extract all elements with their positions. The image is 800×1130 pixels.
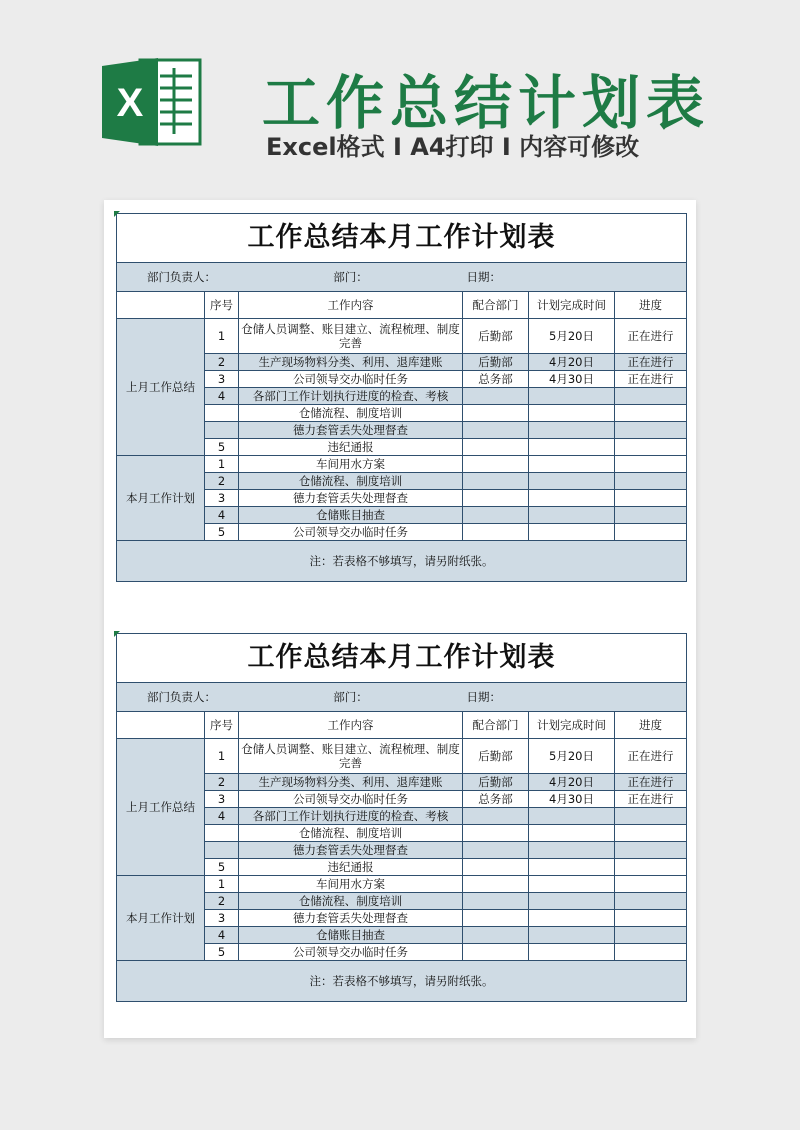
progress-status[interactable]: 正在进行 [615,354,687,371]
row-number[interactable]: 1 [205,319,239,354]
progress-status[interactable] [615,388,687,405]
due-date[interactable] [529,944,615,961]
work-content[interactable]: 仓储流程、制度培训 [239,893,463,910]
progress-status[interactable] [615,859,687,876]
partner-dept[interactable]: 后勤部 [463,319,529,354]
due-date[interactable] [529,439,615,456]
plan-sheet [116,633,686,1002]
date-label[interactable]: 日期： [463,263,687,292]
partner-dept[interactable] [463,825,529,842]
progress-status[interactable] [615,422,687,439]
row-number[interactable]: 5 [205,524,239,541]
partner-dept[interactable] [463,388,529,405]
due-date[interactable]: 4月20日 [529,354,615,371]
row-number[interactable]: 2 [205,354,239,371]
row-number[interactable]: 4 [205,388,239,405]
due-date[interactable] [529,507,615,524]
partner-dept[interactable] [463,490,529,507]
due-date[interactable]: 5月20日 [529,319,615,354]
row-number[interactable]: 3 [205,371,239,388]
header-blank-cell[interactable] [117,712,205,739]
column-header[interactable]: 工作内容 [239,712,463,739]
work-content[interactable]: 仓储流程、制度培训 [239,405,463,422]
excel-logo-icon [102,58,202,146]
progress-status[interactable] [615,910,687,927]
due-date[interactable]: 4月30日 [529,791,615,808]
column-header[interactable]: 配合部门 [463,292,529,319]
progress-status[interactable] [615,927,687,944]
due-date[interactable]: 5月20日 [529,739,615,774]
date-label[interactable]: 日期： [463,683,687,712]
partner-dept[interactable] [463,524,529,541]
column-header[interactable]: 序号 [205,712,239,739]
row-number[interactable]: 4 [205,927,239,944]
due-date[interactable]: 4月20日 [529,774,615,791]
column-header[interactable]: 配合部门 [463,712,529,739]
partner-dept[interactable] [463,910,529,927]
partner-dept[interactable] [463,876,529,893]
row-number[interactable]: 5 [205,439,239,456]
due-date[interactable] [529,808,615,825]
progress-status[interactable] [615,490,687,507]
table-note[interactable]: 注：若表格不够填写，请另附纸张。 [117,541,687,582]
row-number[interactable]: 5 [205,859,239,876]
header-blank-cell[interactable] [117,292,205,319]
progress-status[interactable] [615,405,687,422]
partner-dept[interactable] [463,944,529,961]
column-header[interactable]: 序号 [205,292,239,319]
work-content[interactable]: 违纪通报 [239,439,463,456]
work-content[interactable]: 公司领导交办临时任务 [239,524,463,541]
progress-status[interactable]: 正在进行 [615,319,687,354]
row-number[interactable]: 2 [205,893,239,910]
due-date[interactable] [529,422,615,439]
work-content[interactable]: 车间用水方案 [239,876,463,893]
due-date[interactable]: 4月30日 [529,371,615,388]
row-number[interactable]: 3 [205,490,239,507]
row-number[interactable]: 4 [205,507,239,524]
partner-dept[interactable]: 后勤部 [463,774,529,791]
table-note[interactable]: 注：若表格不够填写，请另附纸张。 [117,961,687,1002]
progress-status[interactable]: 正在进行 [615,739,687,774]
row-number[interactable]: 1 [205,876,239,893]
plan-table [116,213,687,582]
work-content[interactable]: 公司领导交办临时任务 [239,791,463,808]
row-number[interactable] [205,405,239,422]
partner-dept[interactable] [463,927,529,944]
row-number[interactable]: 1 [205,739,239,774]
column-header[interactable]: 进度 [615,292,687,319]
plan-sheet [116,213,686,582]
column-header[interactable]: 工作内容 [239,292,463,319]
row-number[interactable]: 2 [205,774,239,791]
progress-status[interactable] [615,825,687,842]
work-content[interactable]: 仓储账目抽查 [239,507,463,524]
column-header[interactable]: 计划完成时间 [529,712,615,739]
due-date[interactable] [529,842,615,859]
dept-label[interactable]: 部门： [239,263,463,292]
work-content[interactable]: 公司领导交办临时任务 [239,371,463,388]
sheet-title[interactable]: 工作总结本月工作计划表 [117,214,687,263]
progress-status[interactable] [615,439,687,456]
row-number[interactable]: 1 [205,456,239,473]
svg-text:X: X [116,81,144,125]
work-content[interactable]: 德力套管丢失处理督查 [239,422,463,439]
partner-dept[interactable]: 后勤部 [463,739,529,774]
column-header[interactable]: 进度 [615,712,687,739]
due-date[interactable] [529,388,615,405]
sheet-title[interactable]: 工作总结本月工作计划表 [117,634,687,683]
progress-status[interactable]: 正在进行 [615,791,687,808]
work-content[interactable]: 仓储人员调整、账目建立、流程梳理、制度完善 [239,319,463,354]
work-content[interactable]: 各部门工作计划执行进度的检查、考核 [239,388,463,405]
cell-corner-marker [114,631,120,637]
due-date[interactable] [529,473,615,490]
progress-status[interactable] [615,842,687,859]
due-date[interactable] [529,456,615,473]
progress-status[interactable] [615,456,687,473]
progress-status[interactable] [615,808,687,825]
progress-status[interactable] [615,507,687,524]
partner-dept[interactable]: 总务部 [463,371,529,388]
partner-dept[interactable] [463,473,529,490]
progress-status[interactable] [615,944,687,961]
work-content[interactable]: 仓储账目抽查 [239,927,463,944]
column-header[interactable]: 计划完成时间 [529,292,615,319]
group-label-last-month[interactable]: 上月工作总结 [117,319,205,456]
due-date[interactable] [529,876,615,893]
page-subtitle: Excel格式 I A4打印 I 内容可修改 [266,133,640,161]
banner [0,0,800,200]
progress-status[interactable]: 正在进行 [615,371,687,388]
partner-dept[interactable] [463,842,529,859]
due-date[interactable] [529,490,615,507]
work-content[interactable]: 车间用水方案 [239,456,463,473]
partner-dept[interactable] [463,507,529,524]
due-date[interactable] [529,524,615,541]
row-number[interactable]: 5 [205,944,239,961]
plan-table [116,633,687,1002]
row-number[interactable]: 3 [205,910,239,927]
group-label-this-month[interactable]: 本月工作计划 [117,876,205,961]
partner-dept[interactable] [463,439,529,456]
group-label-this-month[interactable]: 本月工作计划 [117,456,205,541]
row-number[interactable]: 2 [205,473,239,490]
row-number[interactable] [205,422,239,439]
partner-dept[interactable] [463,405,529,422]
work-content[interactable]: 仓储人员调整、账目建立、流程梳理、制度完善 [239,739,463,774]
dept-label[interactable]: 部门： [239,683,463,712]
partner-dept[interactable] [463,808,529,825]
progress-status[interactable]: 正在进行 [615,774,687,791]
dept-head-label[interactable]: 部门负责人： [117,683,239,712]
progress-status[interactable] [615,876,687,893]
row-number[interactable] [205,842,239,859]
partner-dept[interactable]: 总务部 [463,791,529,808]
work-content[interactable]: 德力套管丢失处理督查 [239,490,463,507]
work-content[interactable]: 生产现场物料分类、利用、退库建账 [239,774,463,791]
progress-status[interactable] [615,893,687,910]
work-content[interactable]: 仓储流程、制度培训 [239,825,463,842]
progress-status[interactable] [615,524,687,541]
page-title: 工作总结计划表 [262,69,711,137]
row-number[interactable]: 3 [205,791,239,808]
partner-dept[interactable] [463,456,529,473]
due-date[interactable] [529,927,615,944]
due-date[interactable] [529,405,615,422]
due-date[interactable] [529,859,615,876]
work-content[interactable]: 德力套管丢失处理督查 [239,910,463,927]
work-content[interactable]: 各部门工作计划执行进度的检查、考核 [239,808,463,825]
work-content[interactable]: 仓储流程、制度培训 [239,473,463,490]
work-content[interactable]: 德力套管丢失处理督查 [239,842,463,859]
progress-status[interactable] [615,473,687,490]
dept-head-label[interactable]: 部门负责人： [117,263,239,292]
group-label-last-month[interactable]: 上月工作总结 [117,739,205,876]
due-date[interactable] [529,893,615,910]
work-content[interactable]: 生产现场物料分类、利用、退库建账 [239,354,463,371]
row-number[interactable] [205,825,239,842]
cell-corner-marker [114,211,120,217]
due-date[interactable] [529,910,615,927]
partner-dept[interactable] [463,422,529,439]
partner-dept[interactable]: 后勤部 [463,354,529,371]
work-content[interactable]: 公司领导交办临时任务 [239,944,463,961]
partner-dept[interactable] [463,859,529,876]
partner-dept[interactable] [463,893,529,910]
due-date[interactable] [529,825,615,842]
work-content[interactable]: 违纪通报 [239,859,463,876]
row-number[interactable]: 4 [205,808,239,825]
